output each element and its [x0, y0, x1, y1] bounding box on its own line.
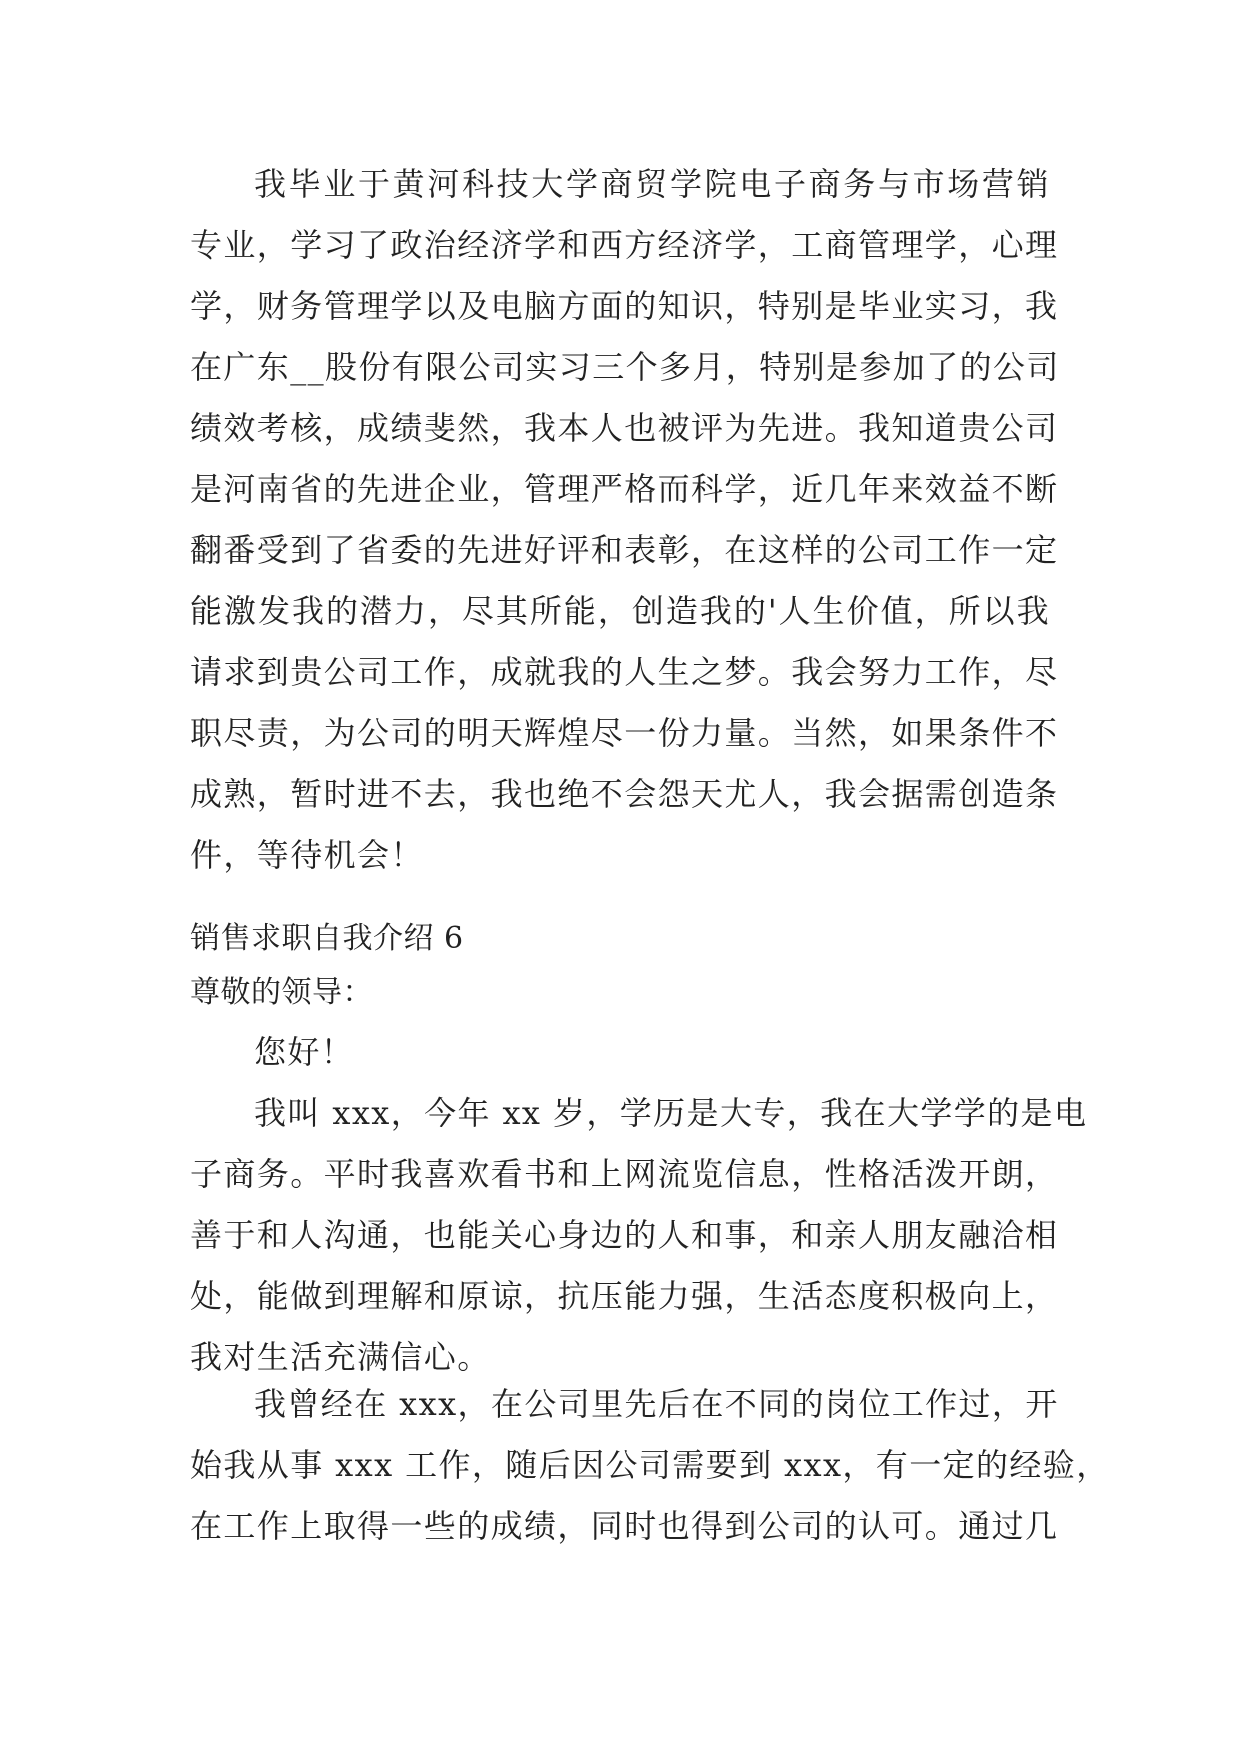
section-title: 销售求职自我介绍 6	[190, 921, 464, 956]
paragraph-line: 请求到贵公司工作，成就我的人生之梦。我会努力工作，尽	[190, 653, 1059, 691]
paragraph-line: 我对生活充满信心。	[190, 1338, 491, 1376]
paragraph-line: 是河南省的先进企业，管理严格而科学，近几年来效益不断	[190, 470, 1059, 508]
paragraph-line: 翻番受到了省委的先进好评和表彰，在这样的公司工作一定	[190, 531, 1059, 569]
paragraph-line: 在工作上取得一些的成绩，同时也得到公司的认可。通过几	[190, 1507, 1059, 1545]
paragraph-line: 职尽责，为公司的明天辉煌尽一份力量。当然，如果条件不	[190, 714, 1059, 752]
paragraph-line: 专业，学习了政治经济学和西方经济学，工商管理学，心理	[190, 226, 1059, 264]
paragraph-education	[190, 154, 1060, 886]
salutation: 尊敬的领导：	[190, 975, 373, 1010]
paragraph-line: 学，财务管理学以及电脑方面的知识，特别是毕业实习，我	[190, 287, 1059, 325]
paragraph-line: 我毕业于黄河科技大学商贸学院电子商务与市场营销	[254, 165, 1050, 203]
paragraph-line: 件，等待机会！	[190, 836, 424, 874]
greeting: 您好！	[254, 1033, 355, 1071]
paragraph-line: 绩效考核，成绩斐然，我本人也被评为先进。我知道贵公司	[190, 409, 1059, 447]
paragraph-line: 善于和人沟通，也能关心身边的人和事，和亲人朋友融洽相	[190, 1216, 1059, 1254]
paragraph-line: 始我从事 xxx 工作，随后因公司需要到 xxx，有一定的经验，	[190, 1446, 1110, 1484]
paragraph-line: 能激发我的潜力，尽其所能，创造我的'人生价值，所以我	[190, 592, 1050, 630]
paragraph-line: 子商务。平时我喜欢看书和上网流览信息，性格活泼开朗，	[190, 1155, 1059, 1193]
paragraph-line: 在广东__股份有限公司实习三个多月，特别是参加了的公司	[190, 348, 1060, 386]
paragraph-line: 我曾经在 xxx，在公司里先后在不同的岗位工作过，开	[254, 1385, 1059, 1423]
paragraph-introduction	[190, 1083, 1088, 1388]
paragraph-line: 处，能做到理解和原谅，抗压能力强，生活态度积极向上，	[190, 1277, 1059, 1315]
paragraph-experience	[190, 1374, 1110, 1557]
paragraph-line: 我叫 xxx，今年 xx 岁，学历是大专，我在大学学的是电	[254, 1094, 1088, 1132]
paragraph-line: 成熟，暂时进不去，我也绝不会怨天尤人，我会据需创造条	[190, 775, 1059, 813]
